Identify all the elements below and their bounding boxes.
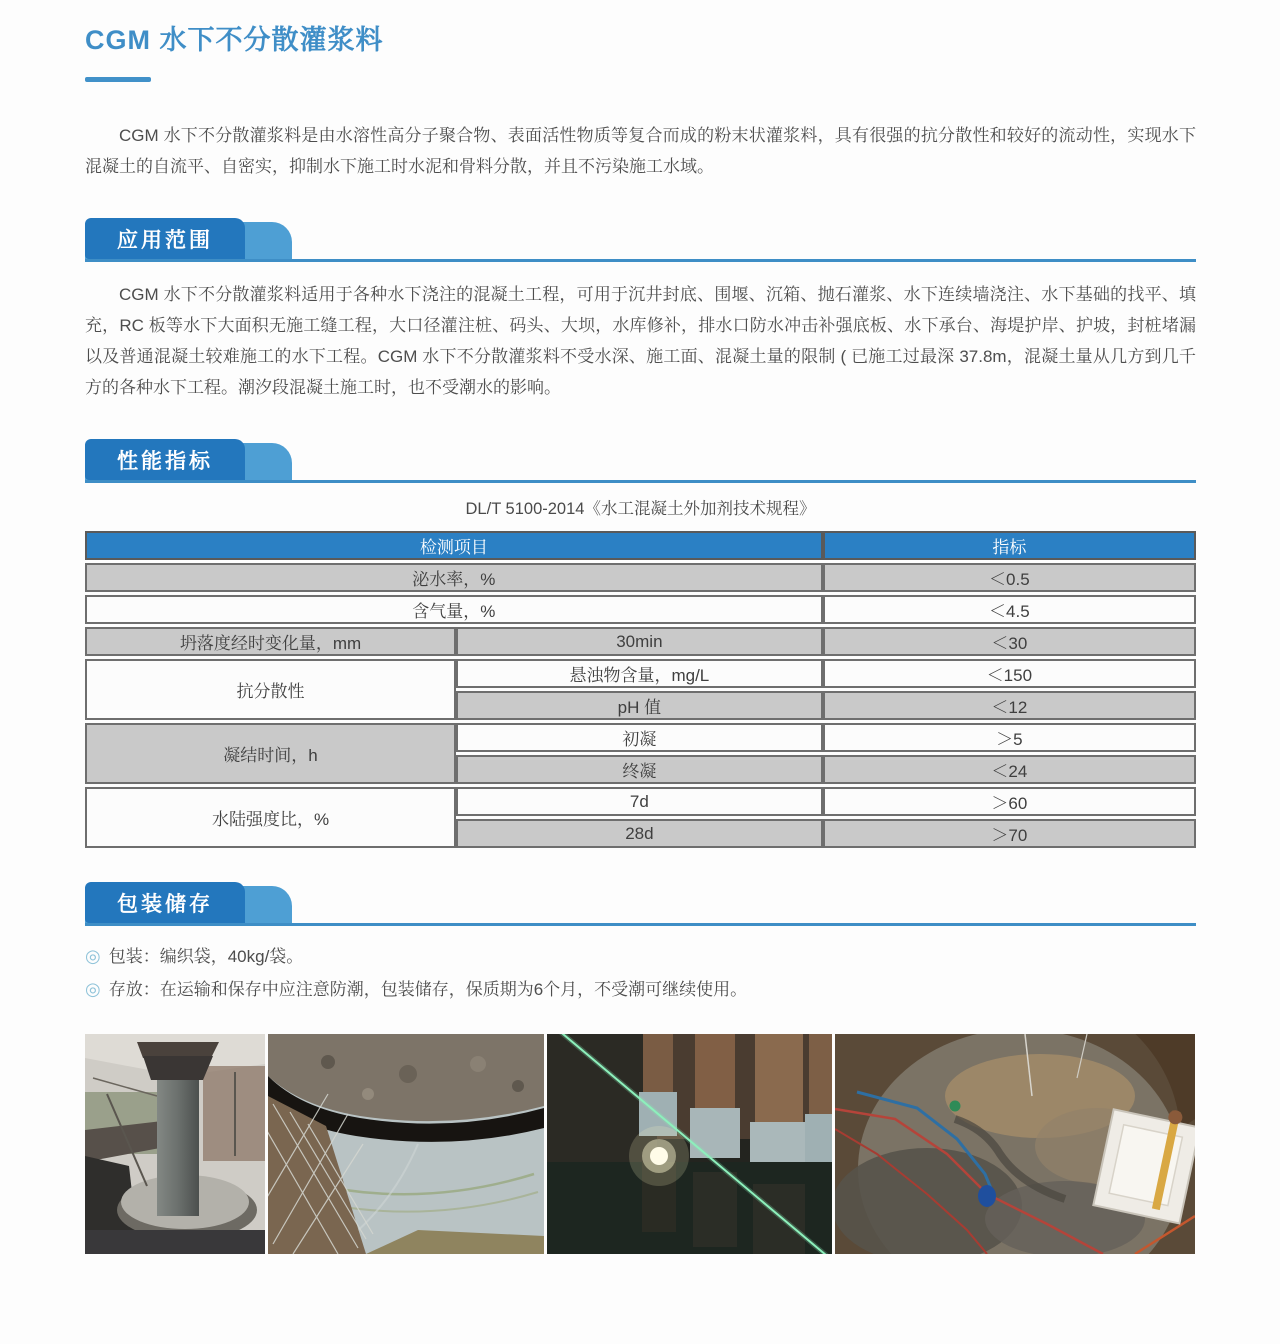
ring-bullet-icon: ◎ <box>85 979 101 999</box>
section-rule <box>85 480 1196 483</box>
section-badge: 包装储存 <box>85 882 245 923</box>
table-cell: 泌水率，% <box>85 563 823 592</box>
section-rule <box>85 259 1196 262</box>
table-row <box>85 659 1196 688</box>
table-row <box>85 627 1196 656</box>
table-cell: ＜4.5 <box>823 595 1196 624</box>
table-cell: ＜150 <box>823 659 1196 688</box>
photo-gallery <box>85 1034 1196 1254</box>
table-cell: pH 值 <box>456 691 823 720</box>
table-cell: 终凝 <box>456 755 823 784</box>
page-title: CGM 水下不分散灌浆料 <box>85 25 384 55</box>
table-cell: 7d <box>456 787 823 816</box>
section-header-application <box>85 216 1196 259</box>
photo-underwater-piers-laser <box>547 1034 832 1254</box>
table-cell: ＞60 <box>823 787 1196 816</box>
title-underline-dash <box>85 77 151 82</box>
section-rule <box>85 923 1196 926</box>
table-cell-group: 水陆强度比，% <box>85 787 456 848</box>
table-row <box>85 787 1196 816</box>
packaging-bullets <box>85 940 1196 1006</box>
table-cell: 含气量，% <box>85 595 823 624</box>
performance-table <box>85 528 1196 851</box>
table-cell: ＜12 <box>823 691 1196 720</box>
table-cell: ＜24 <box>823 755 1196 784</box>
list-item <box>85 973 1196 1006</box>
bullet-text: 存放：在运输和保存中应注意防潮，包装储存，保质期为6个月，不受潮可继续使用。 <box>108 980 748 999</box>
photo-caisson-excavation <box>835 1034 1195 1254</box>
intro-paragraph: CGM 水下不分散灌浆料是由水溶性高分子聚合物、表面活性物质等复合而成的粉末状灌浆料，具有很强的抗分散性和较好的流动性，实现水下混凝土的自流平、自密实，抑制水下施工时水泥和骨料分散，并且不污染施工水域。 <box>85 126 1196 176</box>
table-cell-group: 凝结时间，h <box>85 723 456 784</box>
section-badge: 应用范围 <box>85 218 245 259</box>
section-badge: 性能指标 <box>85 439 245 480</box>
table-header-row <box>85 531 1196 560</box>
table-cell-group: 抗分散性 <box>85 659 456 720</box>
table-cell: 初凝 <box>456 723 823 752</box>
photo-pile-repair-closeup <box>268 1034 544 1254</box>
table-header-item: 检测项目 <box>85 531 823 560</box>
ring-bullet-icon: ◎ <box>85 946 101 966</box>
table-cell: 28d <box>456 819 823 848</box>
table-cell: 悬浊物含量，mg/L <box>456 659 823 688</box>
table-row <box>85 563 1196 592</box>
section-header-performance <box>85 437 1196 480</box>
table-caption: DL/T 5100-2014《水工混凝土外加剂技术规程》 <box>465 500 816 518</box>
bullet-text: 包装：编织袋，40kg/袋。 <box>108 947 304 966</box>
table-cell: ＞70 <box>823 819 1196 848</box>
table-row <box>85 595 1196 624</box>
section-header-packaging <box>85 880 1196 923</box>
table-cell: 30min <box>456 627 823 656</box>
table-cell: ＜0.5 <box>823 563 1196 592</box>
photo-grouted-pile-casing <box>85 1034 265 1254</box>
table-header-index: 指标 <box>823 531 1196 560</box>
table-cell: ＜30 <box>823 627 1196 656</box>
table-row <box>85 723 1196 752</box>
table-cell: 坍落度经时变化量，mm <box>85 627 456 656</box>
table-cell: ＞5 <box>823 723 1196 752</box>
application-paragraph: CGM 水下不分散灌浆料适用于各种水下浇注的混凝土工程，可用于沉井封底、围堰、沉箱、抛石灌浆、水下连续墙浇注、水下基础的找平、填充，RC 板等水下大面积无施工缝工程，大口径灌注桩、码头、大坝，水库修补，排水口防水冲击补强底板、水下承台、海堤护岸、护坡，封桩堵漏以及普通混凝土较难施工的水下工程。CGM 水下不分散灌浆料不受水深、施工面、混凝土量的限制 ( 已施工过最深 37.8m，混凝土量从几方到几千方的各种水下工程。潮汐段混凝土施工时，也不受潮水的影响。 <box>85 285 1196 397</box>
list-item <box>85 940 1196 973</box>
